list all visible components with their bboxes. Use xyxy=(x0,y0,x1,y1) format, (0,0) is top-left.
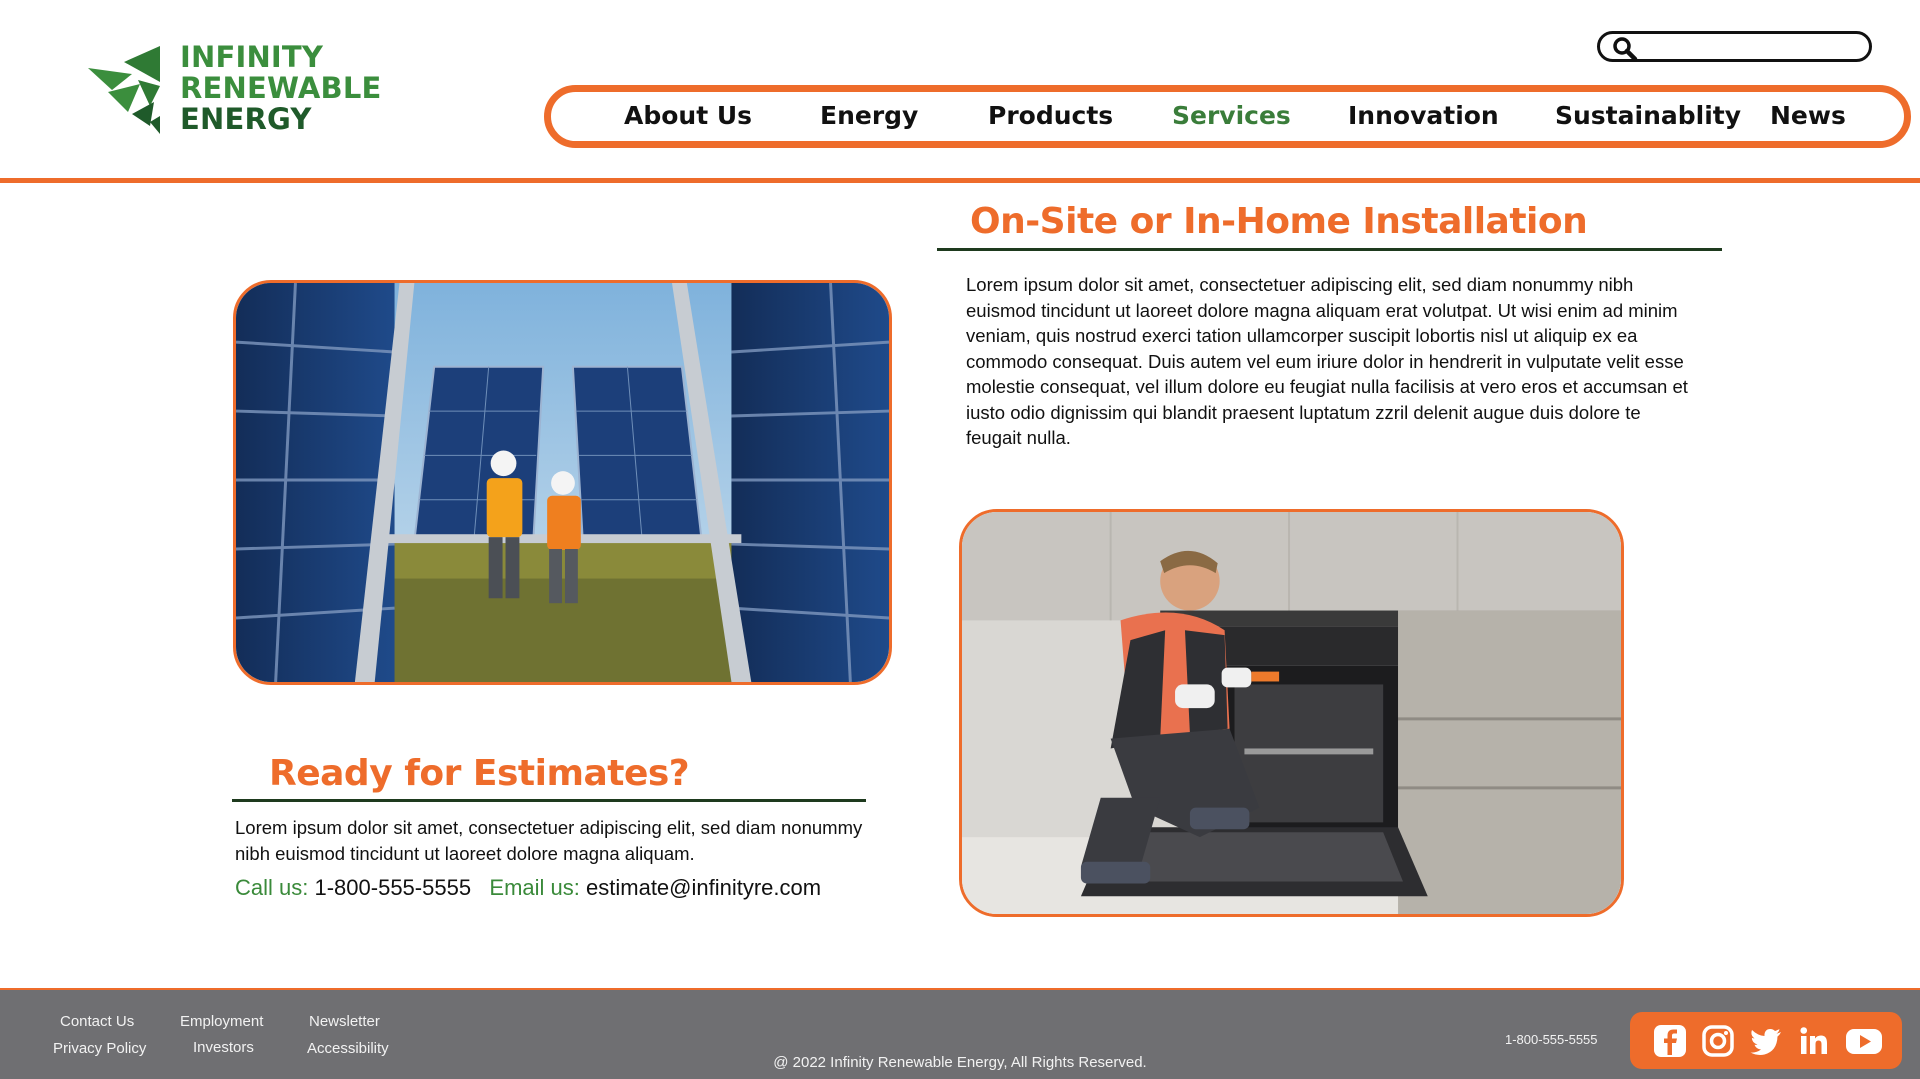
header-divider xyxy=(0,178,1920,183)
installation-divider xyxy=(937,248,1722,251)
phone-link[interactable]: 1-800-555-5555 xyxy=(314,875,472,900)
main-nav xyxy=(544,85,1911,148)
footer-phone[interactable]: 1-800-555-5555 xyxy=(1505,1032,1598,1047)
copyright-text: @ 2022 Infinity Renewable Energy, All Rights Reserved. xyxy=(773,1054,1147,1071)
footer-link-investors[interactable]: Investors xyxy=(193,1039,254,1056)
estimates-divider xyxy=(232,799,866,802)
oven-installation-photo xyxy=(959,509,1624,917)
youtube-icon[interactable] xyxy=(1844,1023,1884,1059)
estimates-contact xyxy=(235,875,821,901)
installation-body: Lorem ipsum dolor sit amet, consectetuer adipiscing elit, sed diam nonummy nibh euismod tincidunt ut laoreet dolore magna aliquam erat volutpat. Ut wisi enim ad minim veniam, quis nostrud exerci tation ullamcorper suscipit lobortis nisl ut aliquip ex ea commodo consequat. Duis autem vel eum iriure dolor in hendrerit in vulputate velit esse molestie consequat, vel illum dolore eu feugiat nulla facilisis at vero eros et accumsan et iusto odio dignissim qui blandit praesent luptatum zzril delenit augue duis dolore te feugait nulla. xyxy=(966,274,1688,448)
search-box[interactable] xyxy=(1597,31,1872,62)
logo-mark-icon xyxy=(88,46,168,134)
footer-link-privacy[interactable]: Privacy Policy xyxy=(53,1040,147,1057)
nav-item-products[interactable]: Products xyxy=(988,101,1114,130)
nav-item-sustainability[interactable]: Sustainablity xyxy=(1555,101,1742,130)
solar-field-photo xyxy=(233,280,892,685)
logo[interactable] xyxy=(88,42,418,137)
footer-link-employment[interactable]: Employment xyxy=(180,1013,264,1030)
logo-wordmark xyxy=(180,42,382,135)
social-bar xyxy=(1630,1012,1902,1069)
estimates-heading: Ready for Estimates? xyxy=(269,753,690,794)
site-header xyxy=(0,0,1920,180)
twitter-icon[interactable] xyxy=(1748,1023,1784,1059)
search-icon[interactable] xyxy=(1612,36,1638,62)
logo-line-3: ENERGY xyxy=(180,102,312,136)
nav-item-innovation[interactable]: Innovation xyxy=(1348,101,1499,130)
email-label: Email us: xyxy=(489,875,580,900)
footer-link-accessibility[interactable]: Accessibility xyxy=(307,1040,389,1057)
facebook-icon[interactable] xyxy=(1652,1023,1688,1059)
logo-line-2: RENEWABLE xyxy=(180,71,382,105)
call-label: Call us: xyxy=(235,875,309,900)
email-link[interactable]: estimate@infinityre.com xyxy=(586,875,822,900)
nav-item-services[interactable]: Services xyxy=(1172,101,1291,130)
nav-item-news[interactable]: News xyxy=(1770,101,1846,130)
linkedin-icon[interactable] xyxy=(1796,1023,1832,1059)
installation-heading: On-Site or In-Home Installation xyxy=(970,201,1588,242)
estimates-body: Lorem ipsum dolor sit amet, consectetuer adipiscing elit, sed diam nonummy nibh euismod tincidunt ut laoreet dolore magna aliquam. xyxy=(235,817,863,864)
instagram-icon[interactable] xyxy=(1700,1023,1736,1059)
footer-link-newsletter[interactable]: Newsletter xyxy=(309,1013,380,1030)
site-footer xyxy=(0,988,1920,1079)
search-input[interactable] xyxy=(1642,36,1862,58)
nav-item-energy[interactable]: Energy xyxy=(820,101,919,130)
nav-item-about-us[interactable]: About Us xyxy=(624,101,753,130)
footer-link-contact[interactable]: Contact Us xyxy=(60,1013,135,1030)
logo-line-1: INFINITY xyxy=(180,40,324,74)
